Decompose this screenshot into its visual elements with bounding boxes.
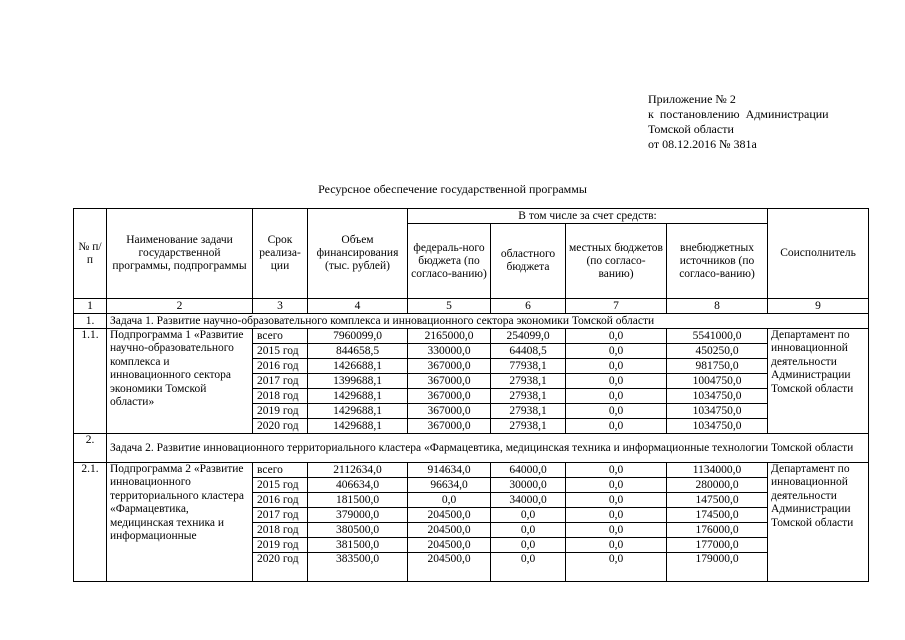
volume-cell: 1429688,1 (308, 419, 408, 434)
federal-cell: 367000,0 (408, 419, 491, 434)
regional-cell: 254099,0 (491, 329, 566, 344)
local-cell: 0,0 (566, 344, 667, 359)
local-cell: 0,0 (566, 538, 667, 553)
executor-cell: Департамент по инновационной деятельности Администрации Томской области (768, 463, 869, 582)
volume-cell: 379000,0 (308, 508, 408, 523)
document-title: Ресурсное обеспечение государственной программы (318, 182, 587, 196)
term-cell: всего (253, 329, 308, 344)
regional-cell: 34000,0 (491, 493, 566, 508)
subprogram-number: 1.1. (74, 329, 107, 434)
regional-cell: 64000,0 (491, 463, 566, 478)
local-cell: 0,0 (566, 523, 667, 538)
offbudget-cell: 1004750,0 (667, 374, 768, 389)
subprogram-name: Подпрограмма 1 «Развитие научно-образовательного комплекса и инновационного сектора экономики Томской области» (107, 329, 253, 434)
offbudget-cell: 5541000,0 (667, 329, 768, 344)
term-cell: 2018 год (253, 523, 308, 538)
volume-cell: 380500,0 (308, 523, 408, 538)
offbudget-cell: 147500,0 (667, 493, 768, 508)
term-cell: 2019 год (253, 538, 308, 553)
offbudget-cell: 176000,0 (667, 523, 768, 538)
local-cell: 0,0 (566, 404, 667, 419)
col-number: 5 (408, 299, 491, 314)
resource-table (73, 208, 869, 582)
volume-cell: 1429688,1 (308, 404, 408, 419)
term-cell: 2017 год (253, 508, 308, 523)
regional-cell: 27938,1 (491, 419, 566, 434)
table-row (74, 463, 869, 478)
regional-cell: 27938,1 (491, 389, 566, 404)
regional-cell: 30000,0 (491, 478, 566, 493)
federal-cell: 330000,0 (408, 344, 491, 359)
header-local: местных бюджетов (по согласо-ванию) (566, 224, 667, 299)
volume-cell: 1399688,1 (308, 374, 408, 389)
term-cell: 2017 год (253, 374, 308, 389)
volume-cell: 381500,0 (308, 538, 408, 553)
header-volume: Объем финансирования (тыс. рублей) (308, 209, 408, 299)
col-number: 6 (491, 299, 566, 314)
local-cell: 0,0 (566, 329, 667, 344)
federal-cell: 914634,0 (408, 463, 491, 478)
local-cell: 0,0 (566, 463, 667, 478)
regional-cell: 0,0 (491, 508, 566, 523)
column-number-row (74, 299, 869, 314)
volume-cell: 7960099,0 (308, 329, 408, 344)
col-number: 9 (768, 299, 869, 314)
term-cell: 2016 год (253, 493, 308, 508)
header-including: В том числе за счет средств: (408, 209, 768, 224)
federal-cell: 96634,0 (408, 478, 491, 493)
appendix-line: Томской области (648, 122, 734, 136)
header-no: № п/п (74, 209, 107, 299)
header-offbudget: внебюджетных источников (по согласо-ванию) (667, 224, 768, 299)
offbudget-cell: 1134000,0 (667, 463, 768, 478)
federal-cell: 2165000,0 (408, 329, 491, 344)
offbudget-cell: 177000,0 (667, 538, 768, 553)
regional-cell: 0,0 (491, 523, 566, 538)
regional-cell: 0,0 (491, 538, 566, 553)
term-cell: 2019 год (253, 404, 308, 419)
header-regional: областного бюджета (491, 224, 566, 299)
subprogram-2 (74, 463, 869, 582)
offbudget-cell: 981750,0 (667, 359, 768, 374)
offbudget-cell: 179000,0 (667, 553, 768, 582)
col-number: 3 (253, 299, 308, 314)
volume-cell: 1429688,1 (308, 389, 408, 404)
task-text: Задача 2. Развитие инновационного территориального кластера «Фармацевтика, медицинская техника и информационные технологии Томской области (107, 434, 869, 463)
header-executor: Соисполнитель (768, 209, 869, 299)
regional-cell: 64408,5 (491, 344, 566, 359)
appendix-line: от 08.12.2016 № 381а (648, 137, 757, 151)
local-cell: 0,0 (566, 553, 667, 582)
subprogram-1 (74, 329, 869, 434)
header-row (74, 209, 869, 224)
regional-cell: 77938,1 (491, 359, 566, 374)
local-cell: 0,0 (566, 359, 667, 374)
term-cell: всего (253, 463, 308, 478)
subprogram-name: Подпрограмма 2 «Развитие инновационного территориального кластера «Фармацевтика, медицинская техника и информационные (107, 463, 253, 582)
table-row (74, 329, 869, 344)
local-cell: 0,0 (566, 389, 667, 404)
executor-cell: Департамент по инновационной деятельности Администрации Томской области (768, 329, 869, 434)
col-number: 4 (308, 299, 408, 314)
federal-cell: 204500,0 (408, 508, 491, 523)
federal-cell: 367000,0 (408, 374, 491, 389)
term-cell: 2016 год (253, 359, 308, 374)
federal-cell: 204500,0 (408, 538, 491, 553)
regional-cell: 27938,1 (491, 404, 566, 419)
offbudget-cell: 280000,0 (667, 478, 768, 493)
header-name: Наименование задачи государственной программы, подпрограммы (107, 209, 253, 299)
federal-cell: 367000,0 (408, 404, 491, 419)
local-cell: 0,0 (566, 493, 667, 508)
task-row (74, 314, 869, 329)
appendix-line: Приложение № 2 (648, 92, 736, 106)
task-text: Задача 1. Развитие научно-образовательного комплекса и инновационного сектора экономики Томской области (107, 314, 869, 329)
regional-cell: 0,0 (491, 553, 566, 582)
regional-cell: 27938,1 (491, 374, 566, 389)
col-number: 2 (107, 299, 253, 314)
volume-cell: 181500,0 (308, 493, 408, 508)
volume-cell: 1426688,1 (308, 359, 408, 374)
col-number: 7 (566, 299, 667, 314)
offbudget-cell: 1034750,0 (667, 404, 768, 419)
federal-cell: 367000,0 (408, 359, 491, 374)
offbudget-cell: 1034750,0 (667, 389, 768, 404)
term-cell: 2020 год (253, 419, 308, 434)
local-cell: 0,0 (566, 419, 667, 434)
appendix-block (648, 92, 829, 152)
volume-cell: 383500,0 (308, 553, 408, 582)
federal-cell: 204500,0 (408, 523, 491, 538)
term-cell: 2015 год (253, 478, 308, 493)
offbudget-cell: 450250,0 (667, 344, 768, 359)
volume-cell: 406634,0 (308, 478, 408, 493)
volume-cell: 844658,5 (308, 344, 408, 359)
federal-cell: 367000,0 (408, 389, 491, 404)
federal-cell: 204500,0 (408, 553, 491, 582)
col-number: 8 (667, 299, 768, 314)
col-number: 1 (74, 299, 107, 314)
appendix-line: к постановлению Администрации (648, 107, 829, 121)
offbudget-cell: 1034750,0 (667, 419, 768, 434)
task-number: 2. (74, 434, 107, 463)
subprogram-number: 2.1. (74, 463, 107, 582)
header-term: Срок реализа-ции (253, 209, 308, 299)
term-cell: 2020 год (253, 553, 308, 582)
local-cell: 0,0 (566, 374, 667, 389)
header-federal: федераль-ного бюджета (по согласо-ванию) (408, 224, 491, 299)
task-number: 1. (74, 314, 107, 329)
local-cell: 0,0 (566, 478, 667, 493)
offbudget-cell: 174500,0 (667, 508, 768, 523)
federal-cell: 0,0 (408, 493, 491, 508)
term-cell: 2015 год (253, 344, 308, 359)
task-row (74, 434, 869, 463)
volume-cell: 2112634,0 (308, 463, 408, 478)
local-cell: 0,0 (566, 508, 667, 523)
term-cell: 2018 год (253, 389, 308, 404)
